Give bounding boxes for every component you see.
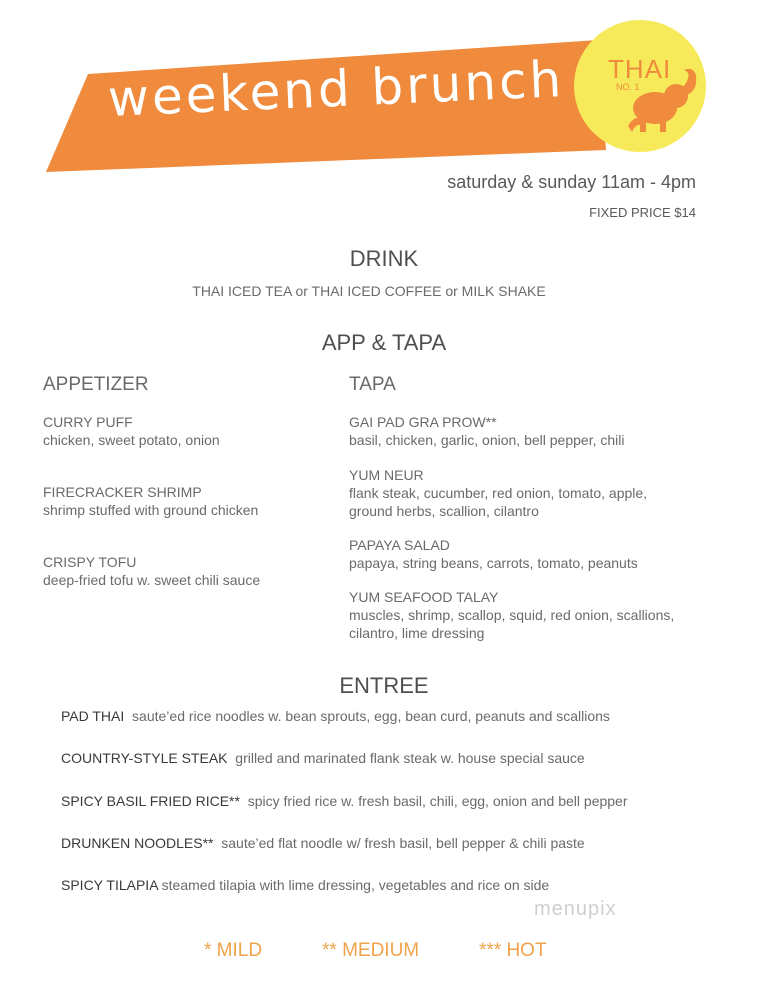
legend-medium: ** MEDIUM <box>322 940 420 961</box>
drink-heading: DRINK <box>349 246 419 271</box>
watermark: menupix <box>534 898 617 920</box>
item-name: GAI PAD GRA PROW** <box>349 414 497 430</box>
menu-item <box>349 588 674 642</box>
fixed-price: FIXED PRICE $14 <box>589 205 696 220</box>
entree-name: DRUNKEN NOODLES** <box>61 835 214 851</box>
item-desc: papaya, string beans, carrots, tomato, peanuts <box>349 555 638 571</box>
logo-number: NO. 1 <box>616 82 640 92</box>
legend-mild: * MILD <box>204 940 263 961</box>
app-tapa-heading: APP & TAPA <box>321 330 447 355</box>
item-desc-continued: ground herbs, scallion, cilantro <box>349 503 539 519</box>
menu-item <box>43 553 260 589</box>
item-name: YUM SEAFOOD TALAY <box>349 589 499 605</box>
entree-item <box>61 750 585 766</box>
item-desc: basil, chicken, garlic, onion, bell pepper, chili <box>349 432 625 448</box>
entree-desc: grilled and marinated flank steak w. house special sauce <box>227 750 585 766</box>
entree-name: COUNTRY-STYLE STEAK <box>61 750 228 766</box>
item-desc: muscles, shrimp, scallop, squid, red onion, scallions, <box>349 607 675 623</box>
entree-item <box>61 793 628 809</box>
entree-desc: steamed tilapia with lime dressing, vegetables and rice on side <box>157 877 550 893</box>
item-desc: flank steak, cucumber, red onion, tomato, apple, <box>349 485 648 501</box>
entree-item <box>61 708 610 724</box>
item-name: CURRY PUFF <box>43 414 133 430</box>
menu-item <box>43 483 258 519</box>
legend-hot: *** HOT <box>479 940 547 961</box>
item-desc: deep-fried tofu w. sweet chili sauce <box>43 572 261 588</box>
menu-item <box>349 466 647 520</box>
item-name: PAPAYA SALAD <box>349 537 450 553</box>
appetizer-heading: APPETIZER <box>43 374 149 395</box>
entree-item <box>61 877 549 893</box>
entree-heading: ENTREE <box>339 673 429 698</box>
menu-item <box>349 536 638 572</box>
item-name: YUM NEUR <box>349 467 424 483</box>
entree-desc: saute’ed flat noodle w/ fresh basil, bell pepper & chili paste <box>213 835 585 851</box>
entree-name: SPICY BASIL FRIED RICE** <box>61 793 240 809</box>
item-name: CRISPY TOFU <box>43 554 137 570</box>
drink-options: THAI ICED TEA or THAI ICED COFFEE or MILK SHAKE <box>192 283 546 299</box>
entree-desc: spicy fried rice w. fresh basil, chili, egg, onion and bell pepper <box>239 793 628 809</box>
menu-item <box>349 413 625 449</box>
item-desc-continued: cilantro, lime dressing <box>349 625 485 641</box>
item-desc: shrimp stuffed with ground chicken <box>43 502 259 518</box>
entree-name: SPICY TILAPIA <box>61 877 158 893</box>
brunch-title: weekend brunch <box>106 50 566 128</box>
entree-name: PAD THAI <box>61 708 125 724</box>
tapa-heading: TAPA <box>349 374 396 395</box>
logo-name: THAI <box>608 54 672 84</box>
item-name: FIRECRACKER SHRIMP <box>43 484 202 500</box>
brunch-hours: saturday & sunday 11am - 4pm <box>447 172 696 192</box>
entree-item <box>61 835 585 851</box>
menu-item <box>43 413 220 449</box>
entree-desc: saute’ed rice noodles w. bean sprouts, egg, bean curd, peanuts and scallions <box>124 708 610 724</box>
item-desc: chicken, sweet potato, onion <box>43 432 220 448</box>
